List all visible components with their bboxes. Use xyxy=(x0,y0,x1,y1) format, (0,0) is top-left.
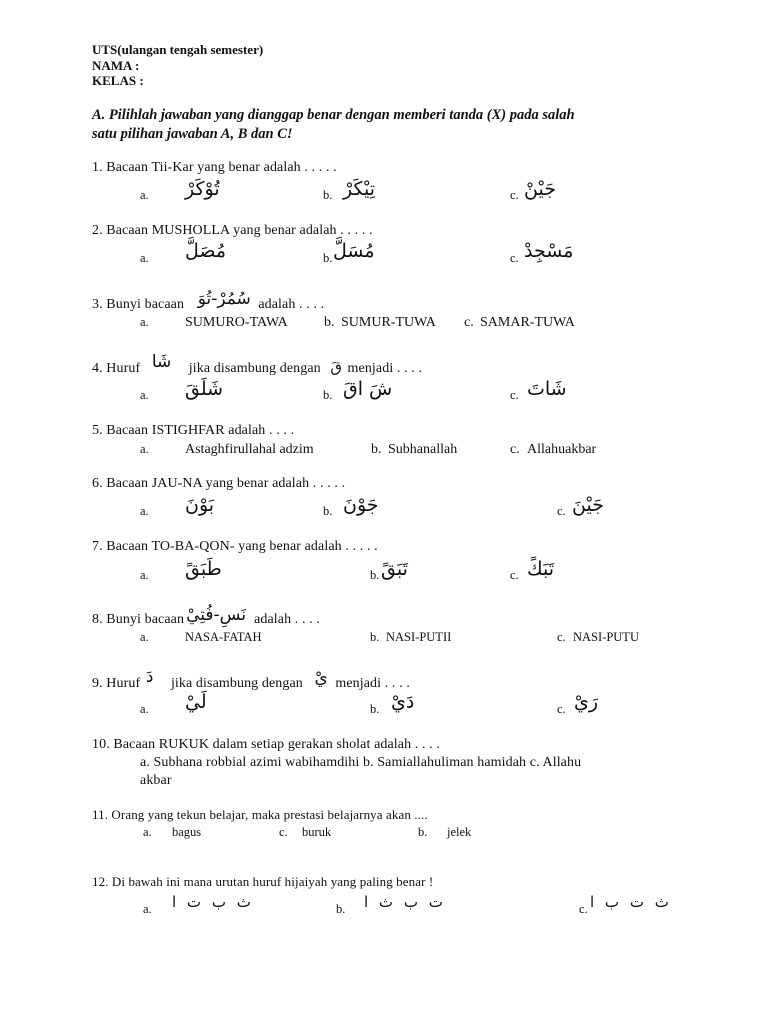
question-4 xyxy=(92,352,423,376)
q4-option-a-arabic[interactable]: شَلَقَ xyxy=(185,378,224,400)
question-12: 12. Di bawah ini mana urutan huruf hijaiyah yang paling benar ! xyxy=(92,874,434,889)
q6-option-c-arabic[interactable]: جَيْنَ xyxy=(572,494,604,516)
q8-option-c-text[interactable]: NASI-PUTU xyxy=(573,630,639,644)
q2-option-c-letter[interactable]: c. xyxy=(510,251,519,265)
q3-option-b-letter[interactable]: b. xyxy=(324,315,335,330)
q7-option-a-arabic[interactable]: طَبَقً xyxy=(185,558,222,580)
q8-option-c-letter[interactable]: c. xyxy=(557,630,566,644)
q2-option-b-arabic[interactable]: مُسَلَّ xyxy=(333,240,375,262)
q9-prefix: 9. Huruf xyxy=(92,676,141,691)
q6-option-a-letter[interactable]: a. xyxy=(140,504,149,518)
q6-option-a-arabic[interactable]: بَوْنَ xyxy=(185,494,215,516)
q12-option-c-arabic[interactable]: ث ت ب ا xyxy=(590,893,669,911)
q6-option-b-letter[interactable]: b. xyxy=(323,504,333,518)
q2-option-a-arabic[interactable]: مُصَلَّ xyxy=(185,240,227,262)
q12-option-b-arabic[interactable]: ت ب ث ا xyxy=(364,893,443,911)
q3-option-c-letter[interactable]: c. xyxy=(464,315,474,330)
question-1: 1. Bacaan Tii-Kar yang benar adalah . . . . . xyxy=(92,160,337,175)
q1-option-a-letter[interactable]: a. xyxy=(140,188,149,202)
q11-option-c-text[interactable]: buruk xyxy=(302,825,332,839)
q7-option-b-arabic[interactable]: تَبَقً xyxy=(381,558,408,580)
q9-option-a-arabic[interactable]: لَيْ xyxy=(185,691,207,713)
q3-option-a-text[interactable]: SUMURO-TAWA xyxy=(185,315,288,330)
q8-option-a-text[interactable]: NASA-FATAH xyxy=(185,630,262,644)
q4-suffix: menjadi . . . . xyxy=(347,361,423,376)
q11-option-b-letter[interactable]: b. xyxy=(418,825,428,839)
q5-option-a-text[interactable]: Astaghfirullahal adzim xyxy=(185,442,314,457)
q1-option-c-letter[interactable]: c. xyxy=(510,188,519,202)
exam-title: UTS(ulangan tengah semester) xyxy=(92,42,264,57)
q8-suffix: adalah . . . . xyxy=(254,612,320,627)
q9-option-b-letter[interactable]: b. xyxy=(370,702,380,716)
q9-suffix: menjadi . . . . xyxy=(335,676,410,691)
q4-middle: jika disambung dengan xyxy=(188,361,321,376)
class-field-label: KELAS : xyxy=(92,73,144,88)
q3-option-a-letter[interactable]: a. xyxy=(140,315,149,329)
q4-option-b-arabic[interactable]: شَ اقَ xyxy=(343,378,393,400)
q3-option-c-text[interactable]: SAMAR-TUWA xyxy=(480,315,575,330)
question-2: 2. Bacaan MUSHOLLA yang benar adalah . . . . . xyxy=(92,223,373,238)
q7-option-c-arabic[interactable]: تَبَكً xyxy=(527,558,555,580)
question-9 xyxy=(92,667,410,691)
q1-option-b-arabic[interactable]: تِيْكَرْ xyxy=(343,178,375,200)
q8-arabic: نَسِ-فُتِيْ xyxy=(186,605,247,625)
q11-option-c-letter[interactable]: c. xyxy=(279,825,288,839)
q9-option-c-arabic[interactable]: رَيْ xyxy=(574,691,599,713)
q4-option-c-letter[interactable]: c. xyxy=(510,388,519,402)
q11-option-a-text[interactable]: bagus xyxy=(172,825,202,839)
q10-options-continued[interactable]: akbar xyxy=(140,773,172,788)
question-5: 5. Bacaan ISTIGHFAR adalah . . . . xyxy=(92,423,295,438)
question-3 xyxy=(92,289,325,312)
q12-option-a-letter[interactable]: a. xyxy=(143,902,152,916)
q4-option-b-letter[interactable]: b. xyxy=(323,388,333,402)
q3-option-b-text[interactable]: SUMUR-TUWA xyxy=(341,315,436,330)
q6-option-c-letter[interactable]: c. xyxy=(557,504,566,518)
instruction-line-1: A. Pilihlah jawaban yang dianggap benar dengan memberi tanda (X) pada salah xyxy=(92,107,575,123)
instruction-line-2: satu pilihan jawaban A, B dan C! xyxy=(92,126,293,142)
q6-option-b-arabic[interactable]: جَوْنَ xyxy=(343,494,379,516)
q4-prefix: 4. Huruf xyxy=(92,361,141,376)
q9-option-c-letter[interactable]: c. xyxy=(557,702,566,716)
q12-option-c-letter[interactable]: c. xyxy=(579,902,588,916)
question-10: 10. Bacaan RUKUK dalam setiap gerakan sholat adalah . . . . xyxy=(92,737,441,752)
q4-arabic-1: شَا xyxy=(151,352,172,372)
q7-option-c-letter[interactable]: c. xyxy=(510,568,519,582)
q5-option-b-text[interactable]: Subhanallah xyxy=(388,442,458,457)
q9-middle: jika disambung dengan xyxy=(170,676,303,691)
q1-option-c-arabic[interactable]: جَيْنْ xyxy=(524,178,556,200)
q11-option-b-text[interactable]: jelek xyxy=(447,825,472,839)
q12-option-a-arabic[interactable]: ث ب ت ا xyxy=(172,893,251,911)
q5-option-b-letter[interactable]: b. xyxy=(371,442,382,457)
q12-option-b-letter[interactable]: b. xyxy=(336,902,346,916)
q1-option-a-arabic[interactable]: تُوْكَرْ xyxy=(185,178,220,200)
q7-option-a-letter[interactable]: a. xyxy=(140,568,149,582)
question-6: 6. Bacaan JAU-NA yang benar adalah . . . . . xyxy=(92,476,346,491)
q7-option-b-letter[interactable]: b. xyxy=(370,568,380,582)
q3-prefix: 3. Bunyi bacaan xyxy=(92,297,185,312)
q1-option-b-letter[interactable]: b. xyxy=(323,188,333,202)
q5-option-a-letter[interactable]: a. xyxy=(140,442,149,456)
q2-option-b-letter[interactable]: b. xyxy=(323,251,333,265)
question-8 xyxy=(92,605,320,627)
q10-options[interactable]: a. Subhana robbial azimi wabihamdihi b. Samiallahuliman hamidah c. Allahu xyxy=(140,755,582,770)
q4-option-a-letter[interactable]: a. xyxy=(140,388,149,402)
q4-arabic-2: قَ xyxy=(330,358,343,376)
q8-option-b-text[interactable]: NASI-PUTII xyxy=(386,630,452,644)
q9-arabic-2: يْ xyxy=(314,668,328,688)
q11-option-a-letter[interactable]: a. xyxy=(143,825,152,839)
q8-option-b-letter[interactable]: b. xyxy=(370,630,380,644)
q9-option-a-letter[interactable]: a. xyxy=(140,702,149,716)
q3-suffix: adalah . . . . xyxy=(258,297,325,312)
q2-option-a-letter[interactable]: a. xyxy=(140,251,149,265)
q9-option-b-arabic[interactable]: دَيْ xyxy=(391,691,415,713)
q4-option-c-arabic[interactable]: شَاتَ xyxy=(527,378,567,400)
q5-option-c-letter[interactable]: c. xyxy=(510,442,520,457)
q9-arabic-1: دَ xyxy=(145,667,154,687)
name-field-label: NAMA : xyxy=(92,58,140,73)
q2-option-c-arabic[interactable]: مَسْجِدْ xyxy=(524,240,574,262)
q8-option-a-letter[interactable]: a. xyxy=(140,630,149,644)
question-11: 11. Orang yang tekun belajar, maka prestasi belajarnya akan .... xyxy=(92,807,428,822)
q3-arabic: سُمُرْ-تُوَ xyxy=(197,289,251,309)
question-7: 7. Bacaan TO-BA-QON- yang benar adalah . . . . . xyxy=(92,539,378,554)
q5-option-c-text[interactable]: Allahuakbar xyxy=(527,442,597,457)
q8-prefix: 8. Bunyi bacaan xyxy=(92,612,185,627)
